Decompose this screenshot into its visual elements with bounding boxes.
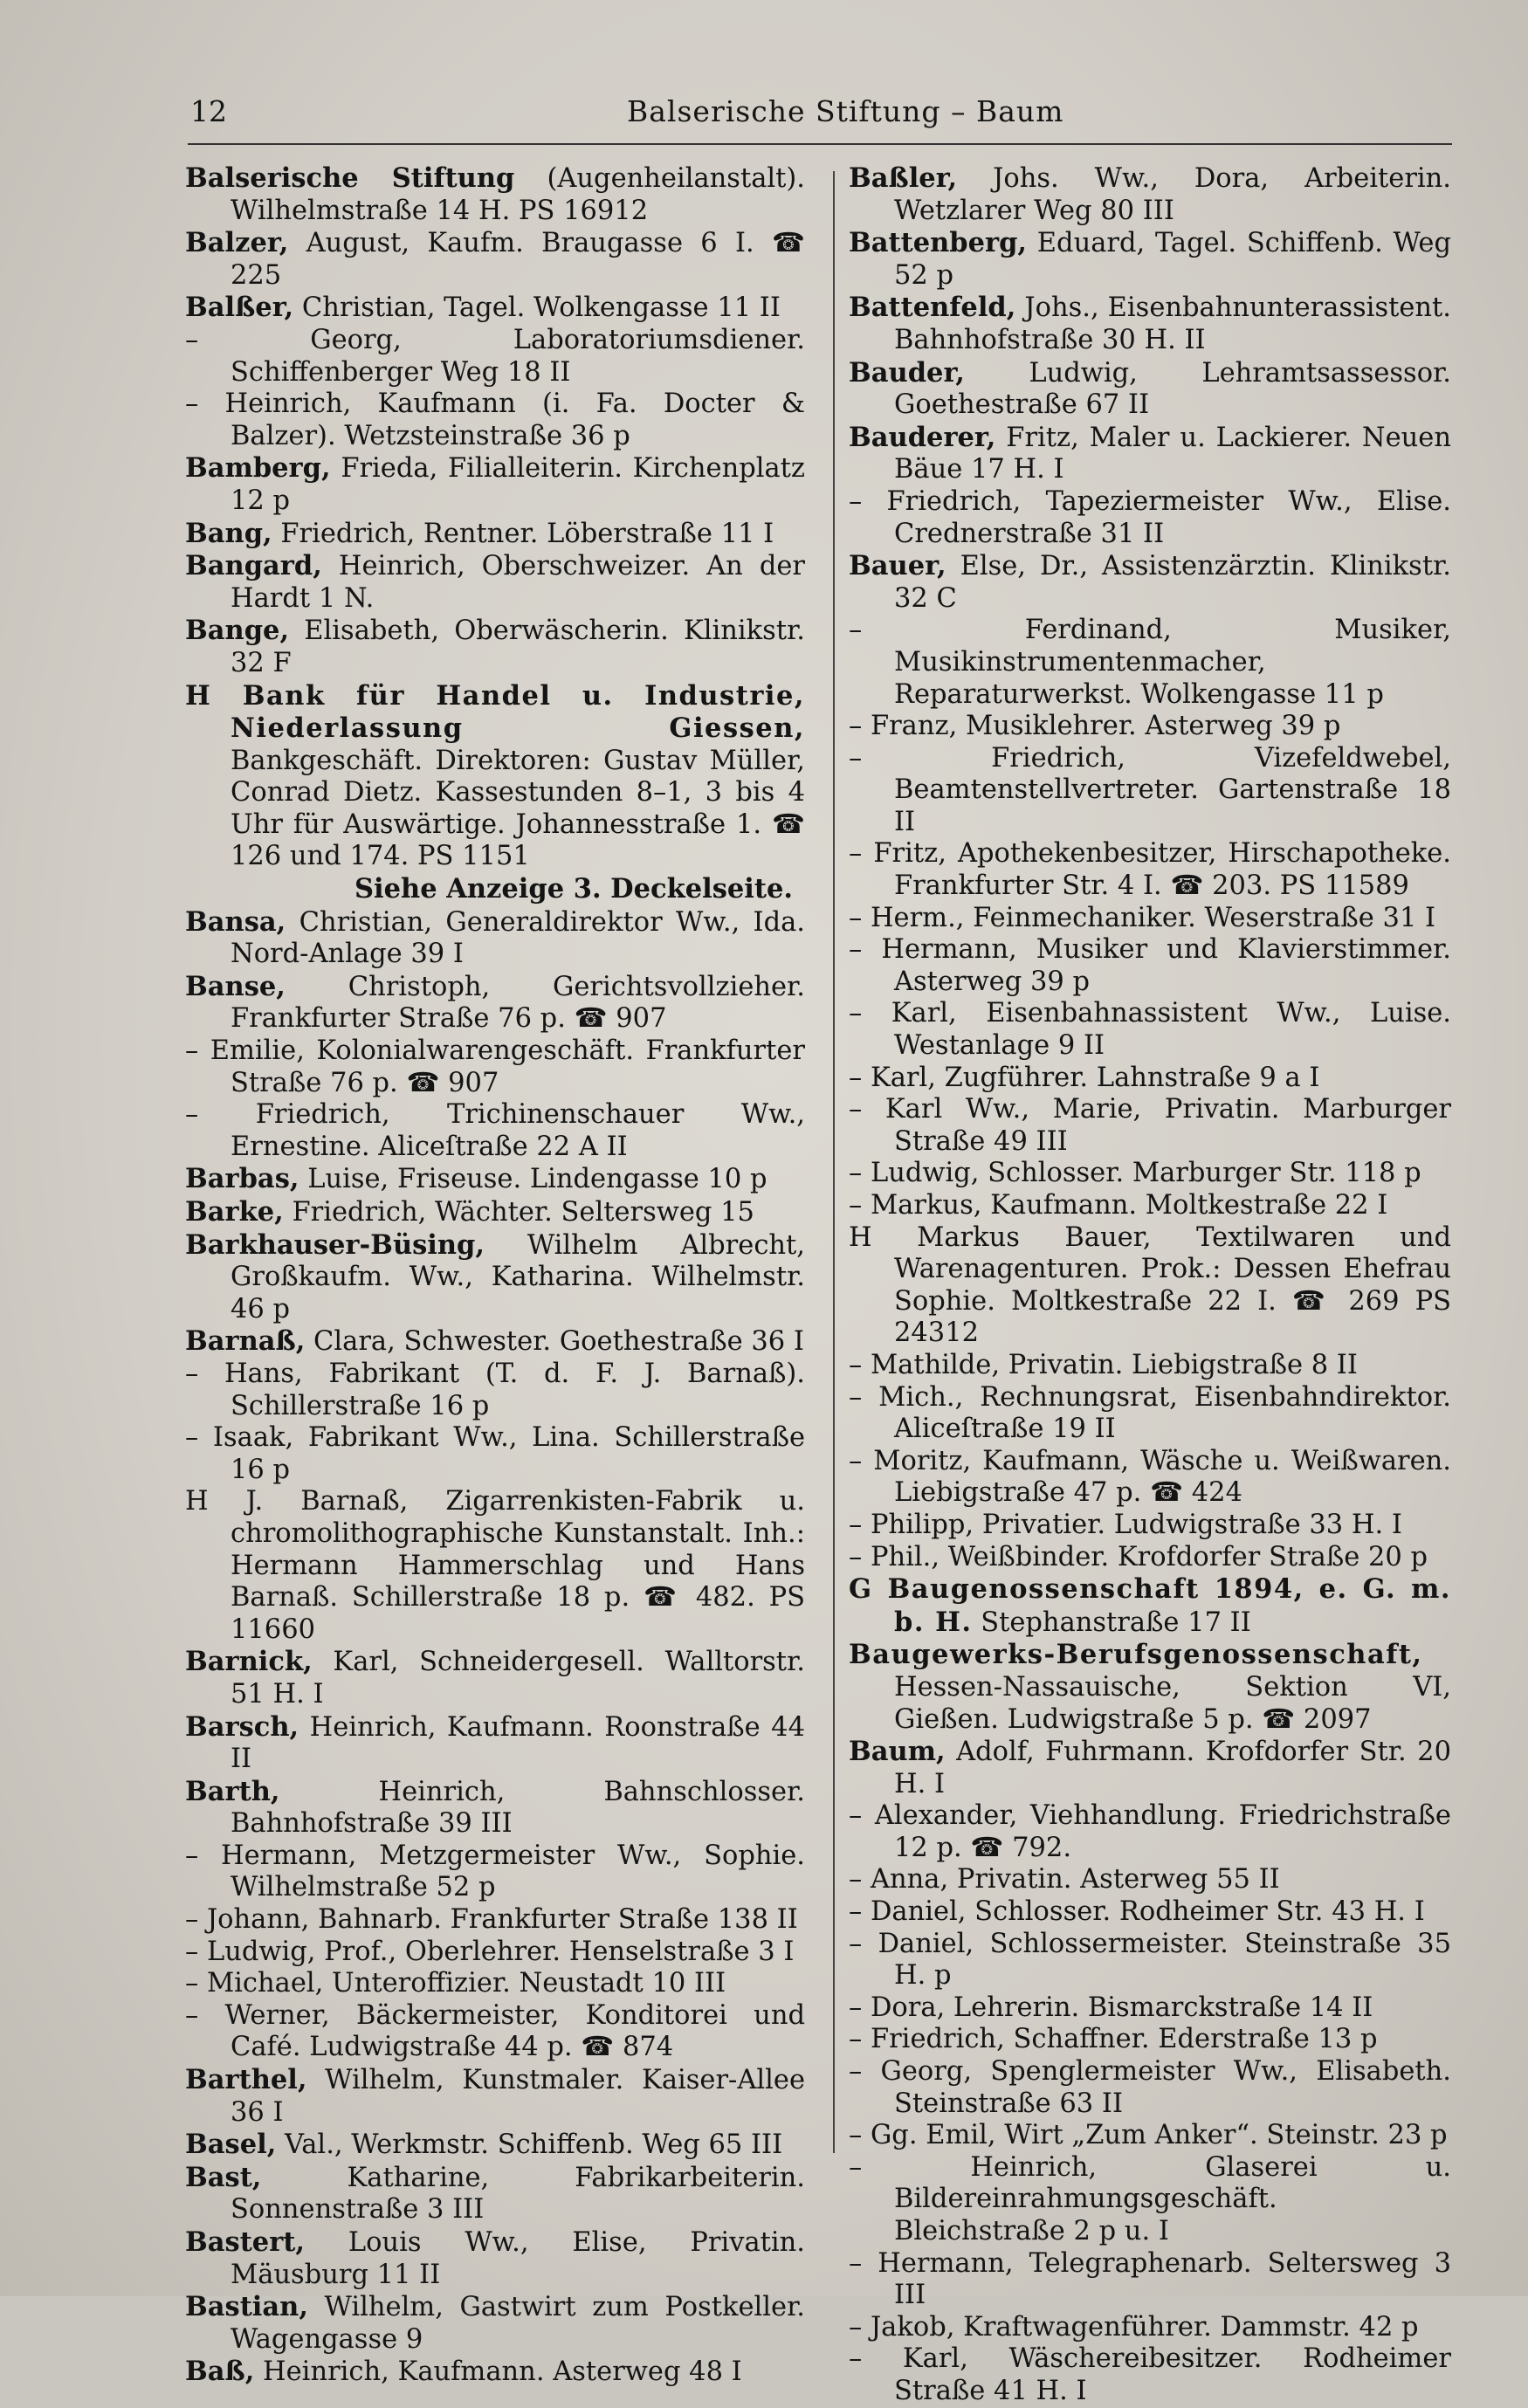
directory-entry	[185, 2162, 805, 2226]
entry-text: Stephanstraße 17 II	[972, 1606, 1251, 1638]
directory-entry	[185, 1422, 805, 1486]
entry-text: – Friedrich, Tapeziermeister Ww., Elise. Crednerstraße 31 II	[849, 485, 1451, 549]
directory-entry	[185, 1163, 805, 1196]
entry-name: Bastert,	[185, 2226, 305, 2258]
directory-entry	[185, 162, 805, 227]
entry-text: – Hermann, Musiker und Klavierstimmer. Asterweg 39 p	[849, 934, 1451, 997]
directory-entry	[849, 292, 1451, 356]
directory-entry	[849, 1158, 1451, 1190]
directory-entry	[849, 1190, 1451, 1222]
entry-text: (Augenheilanstalt). Wilhelmstraße 14 H. PS 16912	[231, 163, 805, 226]
entry-text: – Mich., Rechnungsrat, Eisenbahndirektor. Aliceſtraße 19 II	[849, 1381, 1451, 1445]
directory-entry	[185, 1359, 805, 1422]
entry-text: Wilhelm Albrecht, Großkaufm. Ww., Katharina. Wilhelmstr. 46 p	[231, 1229, 805, 1324]
entry-name: Barnick,	[185, 1646, 313, 1678]
entry-text: Friedrich, Wächter. Seltersweg 15	[283, 1197, 754, 1228]
entry-name: Bansa,	[185, 905, 286, 938]
directory-entry	[849, 743, 1451, 839]
entry-text: H J. Barnaß, Zigarrenkisten-Fabrik u. chromolithographische Kunstanstalt. Inh.: Hermann Hammerschlag und Hans Barnaß. Schillerstraße 18 p. ☎ 482. PS 11660	[185, 1486, 805, 1645]
entry-text: – Moritz, Kaufmann, Wäsche u. Weißwaren. Liebigstraße 47 p. ☎ 424	[849, 1445, 1451, 1509]
directory-entry	[849, 2312, 1451, 2344]
entry-text: Frieda, Filialleiterin. Kirchenplatz 12 p	[231, 453, 805, 516]
entry-text: – Anna, Privatin. Asterweg 55 II	[849, 1864, 1280, 1895]
entry-name: Bang,	[185, 517, 272, 549]
directory-entry	[185, 1646, 805, 1710]
entry-name: Barbas,	[185, 1163, 299, 1195]
directory-entry	[185, 1099, 805, 1163]
entry-name: Bangard,	[185, 550, 322, 582]
entry-text: Johs. Ww., Dora, Arbeiterin. Wetzlarer Weg 80 III	[894, 163, 1451, 226]
directory-entry	[849, 1382, 1451, 1446]
directory-entry	[185, 1486, 805, 1646]
directory-entry	[849, 227, 1451, 292]
directory-entry	[849, 1929, 1451, 1992]
entry-text: – Jakob, Kraftwagenführer. Dammstr. 42 p	[849, 2311, 1419, 2343]
advert-reference: Siehe Anzeige 3. Deckelseite.	[354, 873, 793, 905]
entry-name: Bauder,	[849, 356, 965, 389]
entry-text: – Markus, Kaufmann. Moltkestraße 22 I	[849, 1190, 1388, 1221]
entry-text: H Markus Bauer, Textilwaren und Warenagenturen. Prok.: Dessen Ehefrau Sophie. Moltkestraße 22 I. ☎ 269 PS 24312	[849, 1221, 1451, 1349]
entry-name: Balzer,	[185, 227, 289, 259]
directory-entry	[185, 452, 805, 517]
entry-name: Baßler,	[849, 162, 958, 194]
directory-entry	[849, 998, 1451, 1062]
entry-text: Luise, Friseuse. Lindengasse 10 p	[299, 1164, 767, 1195]
directory-entry	[849, 1063, 1451, 1095]
entry-text: Christian, Tagel. Wolkengasse 11 II	[293, 292, 781, 324]
entry-text: Johs., Eisenbahnunterassistent. Bahnhofstraße 30 H. II	[894, 292, 1451, 355]
directory-entry	[185, 2129, 805, 2162]
entry-text: – Karl, Eisenbahnassistent Ww., Luise. Westanlage 9 II	[849, 998, 1451, 1062]
entry-text: Clara, Schwester. Goethestraße 36 I	[305, 1326, 804, 1358]
entry-text: – Heinrich, Kaufmann (i. Fa. Docter & Balzer). Wetzsteinstraße 36 p	[185, 389, 805, 451]
entry-name: Baugewerks-Berufsgenossenschaft,	[849, 1639, 1423, 1671]
entry-text: Val., Werkmstr. Schiffenb. Weg 65 III	[276, 2129, 783, 2161]
entry-name: H Bank für Handel u. Industrie, Niederlassung Giessen,	[185, 679, 805, 745]
running-head: Balserische Stiftung – Baum	[627, 94, 1064, 128]
entry-name: Balserische Stiftung	[185, 162, 515, 194]
entry-name: G Baugenossenschaft 1894, e. G. m. b. H.	[849, 1573, 1451, 1638]
directory-entry	[849, 550, 1451, 615]
directory-entry	[185, 1904, 805, 1937]
entry-text: August, Kaufm. Braugasse 6 I. ☎ 225	[231, 228, 805, 291]
directory-entry	[849, 1800, 1451, 1864]
column-divider	[833, 171, 835, 2153]
entry-text: – Friedrich, Trichinenschauer Ww., Ernestine. Aliceſtraße 22 A II	[185, 1099, 805, 1162]
right-column	[849, 162, 1451, 2408]
entry-text: – Johann, Bahnarb. Frankfurter Straße 138 II	[185, 1904, 798, 1936]
entry-text: – Hans, Fabrikant (T. d. F. J. Barnaß). Schillerstraße 16 p	[185, 1358, 805, 1421]
entry-text: – Georg, Laboratoriumsdiener. Schiffenberger Weg 18 II	[185, 324, 805, 388]
entry-name: Barth,	[185, 1775, 280, 1807]
directory-entry	[185, 971, 805, 1035]
directory-entry	[185, 1035, 805, 1099]
entry-name: Bange,	[185, 615, 290, 647]
directory-entry	[185, 1776, 805, 1840]
directory-entry	[849, 2056, 1451, 2120]
entry-text: – Emilie, Kolonialwarengeschäft. Frankfurter Straße 76 p. ☎ 907	[185, 1035, 805, 1098]
directory-entry	[849, 934, 1451, 998]
entry-text: Christoph, Gerichtsvollzieher. Frankfurter Straße 76 p. ☎ 907	[231, 971, 805, 1035]
directory-entry	[185, 1840, 805, 1904]
entry-text: Hessen-Nassauische, Sektion VI, Gießen. Ludwigstraße 5 p. ☎ 2097	[894, 1671, 1451, 1735]
directory-entry	[849, 1222, 1451, 1350]
entry-text: – Isaak, Fabrikant Ww., Lina. Schillerstraße 16 p	[185, 1422, 805, 1485]
entry-text: Eduard, Tagel. Schiffenb. Weg 52 p	[894, 228, 1451, 291]
page-number: 12	[190, 94, 227, 128]
entry-name: Bamberg,	[185, 452, 331, 485]
entry-text: Louis Ww., Elise, Privatin. Mäusburg 11 II	[231, 2227, 805, 2290]
entry-text: – Michael, Unteroffizier. Neustadt 10 III	[185, 1968, 726, 1999]
entry-text: Wilhelm, Kunstmaler. Kaiser-Allee 36 I	[231, 2065, 805, 2128]
page-header	[190, 94, 1448, 134]
directory-entry	[185, 1229, 805, 1326]
directory-entry	[849, 422, 1451, 486]
entry-text: – Phil., Weißbinder. Krofdorfer Straße 20 p	[849, 1541, 1428, 1572]
entry-text: Ludwig, Lehramtsassessor. Goethestraße 67 II	[894, 357, 1451, 421]
directory-entry	[185, 1711, 805, 1776]
entry-text: – Georg, Spenglermeister Ww., Elisabeth. Steinstraße 63 II	[849, 2056, 1451, 2119]
directory-entry	[849, 1992, 1451, 2025]
entry-name: Battenberg,	[849, 227, 1028, 259]
entry-text: – Alexander, Viehhandlung. Friedrichstraße 12 p. ☎ 792.	[849, 1800, 1451, 1863]
entry-name: Barthel,	[185, 2064, 307, 2096]
entry-text: Adolf, Fuhrmann. Krofdorfer Str. 20 H. I	[894, 1737, 1451, 1799]
entry-text: – Fritz, Apothekenbesitzer, Hirschapotheke. Frankfurter Str. 4 I. ☎ 203. PS 11589	[849, 838, 1451, 902]
entry-text: – Philipp, Privatier. Ludwigstraße 33 H. I	[849, 1509, 1402, 1540]
directory-entry	[185, 389, 805, 452]
entry-text: Heinrich, Kaufmann. Asterweg 48 I	[254, 2356, 742, 2388]
entry-name: Barsch,	[185, 1710, 299, 1743]
directory-entry	[849, 2152, 1451, 2248]
entry-text: – Ferdinand, Musiker, Musikinstrumentenmacher, Reparaturwerkst. Wolkengasse 11 p	[849, 615, 1451, 710]
entry-text: Christian, Generaldirektor Ww., Ida. Nord-Anlage 39 I	[231, 906, 805, 970]
entry-text: Friedrich, Rentner. Löberstraße 11 I	[272, 518, 774, 549]
entry-name: Battenfeld,	[849, 292, 1016, 324]
entry-text: Fritz, Maler u. Lackierer. Neuen Bäue 17 H. I	[894, 422, 1451, 485]
header-rule	[188, 143, 1452, 145]
directory-entry	[185, 1196, 805, 1229]
directory-entry	[185, 2000, 805, 2064]
directory-entry	[185, 518, 805, 551]
directory-entry	[849, 2120, 1451, 2152]
directory-entry	[849, 903, 1451, 935]
entry-name: Baß,	[185, 2356, 255, 2388]
directory-entry	[849, 1510, 1451, 1542]
directory-entry	[185, 325, 805, 389]
entry-name: Bauderer,	[849, 421, 996, 453]
entry-text: – Karl, Zugführer. Lahnstraße 9 a I	[849, 1062, 1320, 1093]
directory-entry	[185, 2291, 805, 2356]
directory-entry	[185, 2356, 805, 2389]
directory-entry	[185, 615, 805, 679]
directory-entry	[185, 906, 805, 971]
entry-text: – Ludwig, Prof., Oberlehrer. Henselstraße 3 I	[185, 1936, 795, 1967]
entry-name: Balßer,	[185, 292, 294, 324]
entry-text: – Hermann, Metzgermeister Ww., Sophie. Wilhelmstraße 52 p	[185, 1840, 805, 1903]
entry-text: – Dora, Lehrerin. Bismarckstraße 14 II	[849, 1992, 1373, 2023]
directory-entry	[185, 1325, 805, 1359]
directory-entry	[185, 2226, 805, 2291]
entry-text: – Karl Ww., Marie, Privatin. Marburger Straße 49 III	[849, 1094, 1451, 1157]
directory-entry	[185, 680, 805, 874]
entry-text: Elisabeth, Oberwäscherin. Klinikstr. 32 F	[231, 616, 805, 678]
directory-entry	[849, 1094, 1451, 1158]
directory-entry	[849, 838, 1451, 902]
entry-text: Bankgeschäft. Direktoren: Gustav Müller, Conrad Dietz. Kassestunden 8–1, 3 bis 4 Uhr für Auswärtige. Johannesstraße 1. ☎ 126 und 174. PS 1151	[231, 745, 805, 872]
directory-entry	[849, 1446, 1451, 1510]
directory-entry	[849, 162, 1451, 227]
directory-entry	[849, 615, 1451, 711]
directory-entry	[185, 227, 805, 292]
entry-name: Barnaß,	[185, 1325, 306, 1358]
directory-entry	[849, 1864, 1451, 1896]
directory-entry	[849, 1350, 1451, 1382]
entry-text: Karl, Schneidergesell. Walltorstr. 51 H. I	[231, 1647, 805, 1710]
left-column	[185, 162, 805, 2389]
directory-entry	[849, 1736, 1451, 1800]
entry-name: Basel,	[185, 2129, 277, 2161]
entry-text: – Heinrich, Glaserei u. Bildereinrahmungsgeschäft. Bleichstraße 2 p u. I	[849, 2151, 1451, 2246]
entry-text: – Ludwig, Schlosser. Marburger Str. 118 p	[849, 1158, 1421, 1189]
directory-entry	[849, 486, 1451, 550]
entry-text: – Friedrich, Schaffner. Ederstraße 13 p	[849, 2024, 1378, 2055]
entry-text: – Mathilde, Privatin. Liebigstraße 8 II	[849, 1349, 1358, 1380]
entry-text: – Werner, Bäckermeister, Konditorei und Café. Ludwigstraße 44 p. ☎ 874	[185, 1999, 805, 2063]
entry-text: – Gg. Emil, Wirt „Zum Anker“. Steinstr. 23 p	[849, 2120, 1448, 2151]
entry-text: Heinrich, Kaufmann. Roonstraße 44 II	[231, 1711, 805, 1775]
directory-entry	[185, 1968, 805, 2000]
directory-entry	[185, 1937, 805, 1969]
entry-text: – Daniel, Schlosser. Rodheimer Str. 43 H. I	[849, 1896, 1425, 1928]
entry-text: Else, Dr., Assistenzärztin. Klinikstr. 32 C	[894, 551, 1451, 614]
directory-entry	[849, 2024, 1451, 2056]
entry-name: Barkhauser-Büsing,	[185, 1228, 485, 1261]
directory-entry	[849, 2248, 1451, 2312]
entry-text: Heinrich, Oberschweizer. An der Hardt 1 N.	[231, 551, 805, 614]
directory-entry	[849, 1639, 1451, 1736]
entry-name: Banse,	[185, 970, 286, 1002]
entry-text: – Hermann, Telegraphenarb. Seltersweg 3 III	[849, 2247, 1451, 2311]
directory-entry	[849, 2343, 1451, 2407]
entry-text: Heinrich, Bahnschlosser. Bahnhofstraße 39 III	[231, 1776, 805, 1840]
entry-name: Barke,	[185, 1196, 284, 1228]
entry-name: Baum,	[849, 1736, 946, 1768]
directory-entry	[849, 1573, 1451, 1639]
entry-text: Katharine, Fabrikarbeiterin. Sonnenstraße 3 III	[231, 2162, 805, 2226]
entry-text: – Herm., Feinmechaniker. Weserstraße 31 I	[849, 902, 1436, 933]
entry-name: Bastian,	[185, 2291, 308, 2323]
directory-entry	[849, 357, 1451, 422]
directory-entry	[185, 2064, 805, 2129]
directory-entry	[849, 1896, 1451, 1929]
entry-name: Bauer,	[849, 550, 946, 582]
directory-entry	[849, 711, 1451, 743]
entry-name: Bast,	[185, 2161, 262, 2193]
directory-entry	[185, 873, 805, 906]
entry-text: – Karl, Wäschereibesitzer. Rodheimer Straße 41 H. I	[849, 2343, 1451, 2406]
entry-text: Wilhelm, Gastwirt zum Postkeller. Wagengasse 9	[231, 2292, 805, 2355]
directory-entry	[185, 292, 805, 325]
entry-text: – Friedrich, Vizefeldwebel, Beamtenstellvertreter. Gartenstraße 18 II	[849, 742, 1451, 837]
directory-entry	[185, 550, 805, 615]
entry-text: – Franz, Musiklehrer. Asterweg 39 p	[849, 711, 1341, 742]
directory-entry	[849, 1542, 1451, 1574]
entry-text: – Daniel, Schlossermeister. Steinstraße 35 H. p	[849, 1928, 1451, 1992]
